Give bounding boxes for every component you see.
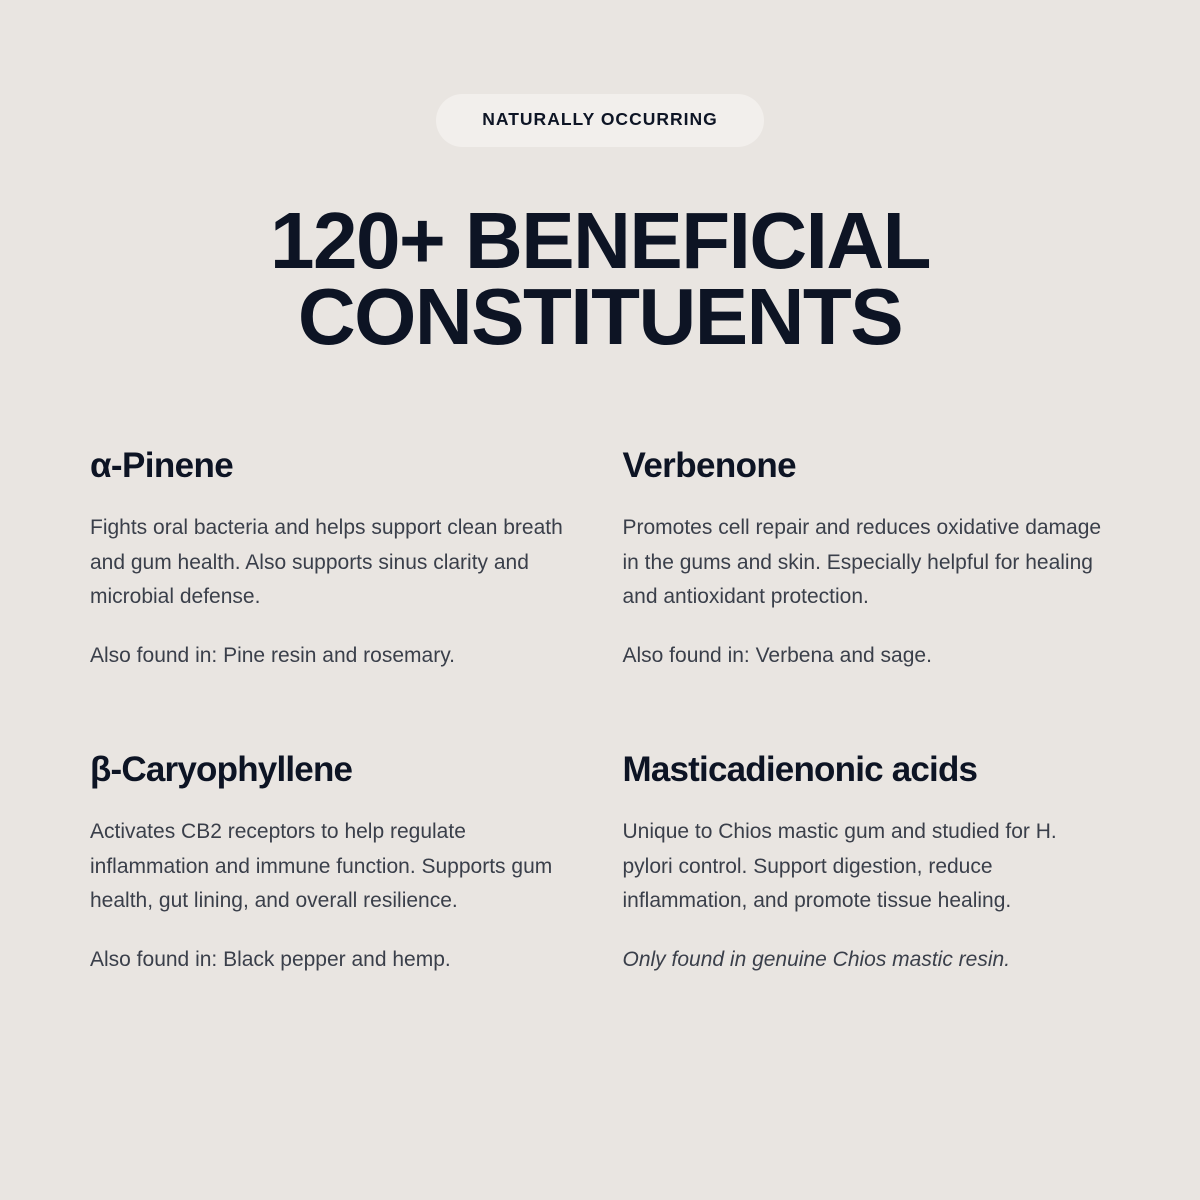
page-title-line-2: CONSTITUENTS [297,271,903,361]
constituent-description: Activates CB2 receptors to help regulate inflammation and immune function. Supports gum health, gut lining, and overall resilience. [90,820,553,913]
constituent-name: Verbenone [622,445,797,485]
eyebrow-badge: NATURALLY OCCURRING [436,94,764,147]
constituent-card-alpha-pinene [90,447,578,673]
constituent-description: Promotes cell repair and reduces oxidative damage in the gums and skin. Especially helpful for healing and antioxidant protection. [622,516,1102,609]
page-title-line-1: 120+ BENEFICIAL [270,195,930,285]
constituent-description: Fights oral bacteria and helps support clean breath and gum health. Also supports sinus clarity and microbial defense. [90,516,563,609]
constituent-note: Also found in: Verbena and sage. [622,643,932,667]
constituent-card-verbenone [623,447,1111,673]
constituent-note: Also found in: Black pepper and hemp. [90,947,451,971]
constituent-note: Only found in genuine Chios mastic resin. [622,947,1011,971]
constituent-description: Unique to Chios mastic gum and studied for H. pylori control. Support digestion, reduce inflammation, and promote tissue healing. [622,820,1057,913]
constituent-name: Masticadienonic acids [622,749,978,789]
constituent-name: β-Caryophyllene [90,749,353,789]
constituent-grid [0,447,1200,977]
page-title [270,195,930,361]
constituent-card-masticadienonic-acids [623,751,1111,977]
constituent-name: α-Pinene [90,445,234,485]
constituent-card-beta-caryophyllene [90,751,578,977]
eyebrow-container [0,94,1200,147]
constituent-note: Also found in: Pine resin and rosemary. [90,643,455,667]
